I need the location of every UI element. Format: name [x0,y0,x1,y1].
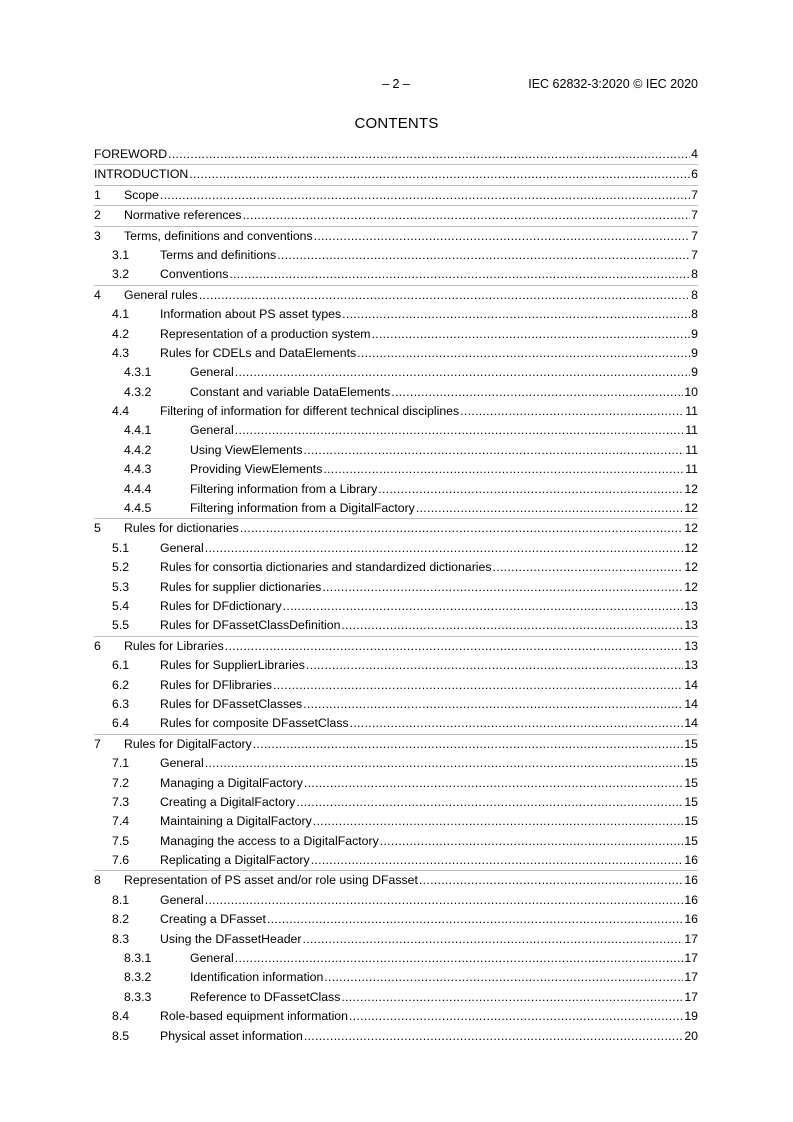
toc-entry-title: Constant and variable DataElements [190,384,391,399]
toc-entry[interactable] [94,499,698,518]
dot-leader [304,441,685,460]
toc-entry[interactable] [94,344,698,363]
toc-entry-page: 14 [684,716,698,731]
toc-entry-number: 6.1 [112,658,130,673]
dot-leader [460,402,684,421]
toc-entry-page: 15 [684,756,698,771]
toc-entry-title: Reference to DFassetClass [190,989,341,1004]
toc-entry[interactable] [94,636,698,656]
toc-entry-page: 8 [691,307,698,322]
dot-leader [341,988,683,1007]
toc-entry[interactable] [94,754,698,773]
toc-entry-number: 7 [94,736,101,751]
toc-entry-number: 4.3.2 [124,384,152,399]
toc-entry-title: General rules [124,287,198,302]
toc-entry-title: Rules for CDELs and DataElements [160,345,357,360]
toc-entry-number: 8.3.1 [124,951,152,966]
toc-entry-page: 12 [684,579,698,594]
toc-entry-number: 4.4.4 [124,481,152,496]
toc-entry-title: Representation of a production system [160,326,371,341]
toc-entry[interactable] [94,421,698,440]
dot-leader [205,754,684,773]
toc-entry-title: Providing ViewElements [190,462,323,477]
toc-entry-title: Rules for supplier dictionaries [160,579,322,594]
toc-entry[interactable] [94,734,698,754]
toc-entry-number: 8.3.2 [124,970,152,985]
toc-entry[interactable] [94,949,698,968]
toc-entry-page: 17 [684,989,698,1004]
toc-entry[interactable] [94,1007,698,1026]
dot-leader [341,616,683,635]
toc-entry[interactable] [94,246,698,265]
toc-entry-number: 4.4.1 [124,423,152,438]
dot-leader [303,695,683,714]
toc-entry-page: 17 [684,931,698,946]
toc-entry[interactable] [94,325,698,344]
toc-entry-page: 8 [691,287,698,302]
toc-entry-page: 12 [684,481,698,496]
toc-entry-number: 4.4 [112,404,130,419]
toc-entry-page: 11 [685,423,698,438]
dot-leader [168,145,690,164]
toc-entry-page: 19 [684,1009,698,1024]
toc-entry-number: 8.4 [112,1009,130,1024]
toc-entry-page: 12 [684,501,698,516]
toc-entry-page: 16 [684,873,698,888]
dot-leader [322,578,683,597]
toc-entry[interactable] [94,402,698,421]
dot-leader [357,344,690,363]
dot-leader [283,597,684,616]
toc-entry-number: 4.2 [112,326,130,341]
toc-entry-title: Using ViewElements [190,442,303,457]
toc-entry-number: 6.4 [112,716,130,731]
dot-leader [493,558,684,577]
dot-leader [253,735,684,754]
toc-entry-title: Maintaining a DigitalFactory [160,814,312,829]
dot-leader [372,325,691,344]
toc-entry[interactable] [94,518,698,538]
toc-entry-number: 8.2 [112,912,130,927]
dot-leader [199,286,690,305]
dot-leader [314,227,691,246]
toc-entry-number: 4.4.2 [124,442,152,457]
toc-entry-page: 15 [684,814,698,829]
toc-entry-number: 5.1 [112,540,130,555]
toc-entry-number: 3.1 [112,247,130,262]
toc-entry[interactable] [94,460,698,479]
toc-entry-number: 8.5 [112,1028,130,1043]
toc-entry-title: Creating a DFasset [160,912,266,927]
toc-entry-title: Rules for consortia dictionaries and standardized dictionaries [160,560,492,575]
dot-leader [323,460,684,479]
toc-entry-number: 7.4 [112,814,130,829]
toc-entry[interactable] [94,305,698,324]
dot-leader [225,637,684,656]
contents-title: CONTENTS [354,115,439,132]
toc-entry-title: Rules for DFlibraries [160,677,273,692]
toc-entry-page: 13 [684,598,698,613]
toc-entry-number: 7.6 [112,853,130,868]
toc-entry-number: 1 [94,187,101,202]
toc-entry-title: Information about PS asset types [160,307,342,322]
toc-entry-title: General [160,892,204,907]
toc-entry-title: Managing the access to a DigitalFactory [160,833,379,848]
toc-entry[interactable] [94,812,698,831]
toc-entry[interactable] [94,870,698,890]
toc-entry[interactable] [94,910,698,929]
toc-entry-number: 6 [94,638,101,653]
dot-leader [229,265,690,284]
toc-entry-page: 16 [684,912,698,927]
toc-entry-page: 11 [685,462,698,477]
toc-entry-title: Managing a DigitalFactory [160,775,303,790]
toc-entry[interactable] [94,363,698,382]
page-number: – 2 – [382,77,410,91]
toc-entry[interactable] [94,616,698,635]
toc-entry[interactable] [94,714,698,733]
toc-entry[interactable] [94,1027,698,1046]
toc-entry-title: Rules for dictionaries [124,521,239,536]
toc-entry-title: Rules for Libraries [124,638,224,653]
toc-entry-page: 7 [691,208,698,223]
toc-entry-number: 6.2 [112,677,130,692]
toc-entry-number: 8.1 [112,892,130,907]
toc-entry[interactable] [94,185,698,205]
toc-entry[interactable] [94,226,698,246]
dot-leader [243,206,691,225]
dot-leader [302,930,683,949]
toc-entry-title: Identification information [190,970,324,985]
table-of-contents [94,145,698,1046]
dot-leader [160,186,690,205]
toc-entry-page: 9 [691,365,698,380]
toc-entry-page: 9 [691,326,698,341]
dot-leader [304,774,683,793]
toc-entry-page: 17 [684,970,698,985]
toc-entry-number: 7.3 [112,794,130,809]
dot-leader [235,421,684,440]
toc-entry-title: Rules for composite DFassetClass [160,716,349,731]
toc-entry[interactable] [94,676,698,695]
dot-leader [350,714,684,733]
dot-leader [391,383,683,402]
toc-entry-number: 5 [94,521,101,536]
dot-leader [235,949,684,968]
toc-entry-title: General [190,365,234,380]
dot-leader [296,793,683,812]
toc-entry[interactable] [94,285,698,305]
toc-entry-title: FOREWORD [94,147,168,161]
toc-entry-number: 8.3 [112,931,130,946]
toc-entry-title: Rules for DFdictionary [160,598,282,613]
toc-entry-number: 4.4.3 [124,462,152,477]
toc-entry-page: 13 [684,638,698,653]
toc-entry-title: Filtering information from a DigitalFactory [190,501,415,516]
toc-entry-page: 13 [684,618,698,633]
toc-entry-title: Using the DFassetHeader [160,931,302,946]
toc-entry-page: 9 [691,345,698,360]
toc-entry-page: 12 [684,521,698,536]
dot-leader [324,968,683,987]
dot-leader [267,910,683,929]
toc-entry-number: 4.1 [112,307,130,322]
toc-entry-number: 3.2 [112,267,130,282]
toc-entry[interactable] [94,383,698,402]
toc-entry-page: 16 [684,892,698,907]
toc-entry-page: 11 [685,404,698,419]
toc-entry[interactable] [94,793,698,812]
toc-entry-title: Terms, definitions and conventions [124,228,313,243]
toc-entry-number: 4 [94,287,101,302]
toc-entry-page: 4 [691,147,698,161]
toc-entry-page: 7 [691,228,698,243]
toc-entry-title: General [160,756,204,771]
toc-entry-title: Filtering information from a Library [190,481,378,496]
toc-entry[interactable] [94,480,698,499]
toc-entry-page: 12 [684,540,698,555]
toc-entry[interactable] [94,441,698,460]
dot-leader [311,851,684,870]
toc-entry-title: General [160,540,204,555]
dot-leader [273,676,683,695]
toc-entry-number: 4.4.5 [124,501,152,516]
toc-entry-page: 14 [684,696,698,711]
toc-entry-page: 6 [691,167,698,182]
toc-entry[interactable] [94,164,698,184]
toc-entry-title: Rules for SupplierLibraries [160,658,305,673]
toc-entry[interactable] [94,539,698,558]
toc-entry[interactable] [94,851,698,870]
dot-leader [378,480,683,499]
dot-leader [205,891,684,910]
toc-entry-page: 7 [691,187,698,202]
dot-leader [349,1007,683,1026]
toc-entry-title: General [190,423,234,438]
toc-entry[interactable] [94,891,698,910]
toc-entry-page: 10 [684,384,698,399]
toc-entry[interactable] [94,656,698,675]
toc-entry-title: Physical asset information [160,1028,303,1043]
toc-entry-page: 14 [684,677,698,692]
dot-leader [342,305,690,324]
toc-entry-number: 5.3 [112,579,130,594]
toc-entry-page: 15 [684,736,698,751]
toc-entry-page: 16 [684,853,698,868]
toc-entry-page: 15 [684,775,698,790]
toc-entry-title: Filtering of information for different technical disciplines [160,404,460,419]
toc-entry-title: Rules for DFassetClassDefinition [160,618,341,633]
toc-entry[interactable] [94,930,698,949]
toc-entry-number: 5.4 [112,598,130,613]
toc-entry[interactable] [94,265,698,284]
toc-entry-number: 7.2 [112,775,130,790]
toc-entry[interactable] [94,597,698,616]
toc-entry-title: Conventions [160,267,229,282]
dot-leader [235,363,690,382]
dot-leader [240,519,683,538]
toc-entry-number: 4.3.1 [124,365,152,380]
toc-entry-number: 5.5 [112,618,130,633]
toc-entry-page: 11 [685,442,698,457]
toc-entry-page: 13 [684,658,698,673]
toc-entry-title: Normative references [124,208,242,223]
dot-leader [277,246,690,265]
toc-entry-page: 7 [691,247,698,262]
toc-entry-title: Rules for DigitalFactory [124,736,252,751]
page-header [94,77,698,93]
toc-entry[interactable] [94,774,698,793]
toc-entry-title: INTRODUCTION [94,167,189,182]
toc-entry-title: Replicating a DigitalFactory [160,853,310,868]
toc-entry-title: Role-based equipment information [160,1009,348,1024]
standard-reference: IEC 62832-3:2020 © IEC 2020 [528,77,698,91]
dot-leader [380,832,684,851]
toc-entry-page: 20 [684,1028,698,1043]
toc-entry-title: General [190,951,234,966]
toc-entry-title: Rules for DFassetClasses [160,696,303,711]
dot-leader [304,1027,683,1046]
toc-entry-title: Creating a DigitalFactory [160,794,296,809]
toc-entry-page: 15 [684,833,698,848]
toc-entry[interactable] [94,145,698,164]
toc-entry-number: 4.3 [112,345,130,360]
dot-leader [419,871,683,890]
toc-entry-number: 8.3.3 [124,989,152,1004]
toc-entry[interactable] [94,695,698,714]
toc-entry[interactable] [94,988,698,1007]
toc-entry-number: 5.2 [112,560,130,575]
dot-leader [205,539,684,558]
dot-leader [189,165,690,184]
toc-entry[interactable] [94,968,698,987]
toc-entry[interactable] [94,558,698,577]
toc-entry-title: Representation of PS asset and/or role using DFasset [124,873,418,888]
toc-entry-page: 8 [691,267,698,282]
toc-entry-page: 17 [684,951,698,966]
dot-leader [416,499,683,518]
dot-leader [306,656,683,675]
toc-entry-number: 3 [94,228,101,243]
toc-entry-number: 7.5 [112,833,130,848]
toc-entry-page: 15 [684,794,698,809]
toc-entry-title: Terms and definitions [160,247,277,262]
toc-entry-number: 7.1 [112,756,130,771]
toc-entry-page: 12 [684,560,698,575]
toc-entry[interactable] [94,578,698,597]
dot-leader [313,812,684,831]
toc-entry-number: 6.3 [112,696,130,711]
toc-entry-number: 8 [94,873,101,888]
toc-entry-number: 2 [94,208,101,223]
toc-entry[interactable] [94,205,698,225]
toc-entry[interactable] [94,832,698,851]
toc-entry-title: Scope [124,187,159,202]
